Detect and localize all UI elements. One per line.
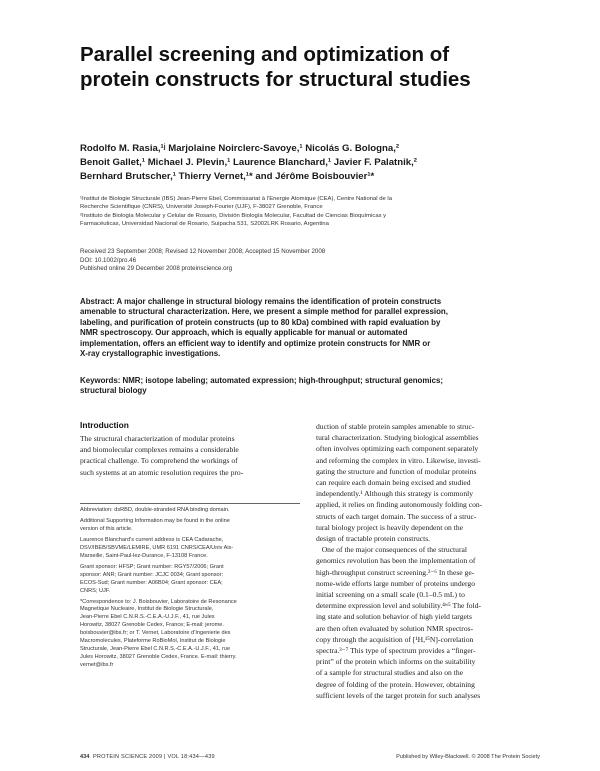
footnote-line: sponsor: ANR; Grant number: JCJC 0034; Grant sponsor:: [80, 571, 224, 578]
footnote-line: *Correspondence to: J. Boisbouvier, Laboratoire de Resonance: [80, 598, 237, 605]
keywords-line: Keywords: NMR; isotope labeling; automated expression; high-throughput; structural genomics;: [80, 376, 443, 385]
footnote-line: Additional Supporting Information may be found in the online: [80, 517, 230, 524]
publisher-line: Published by Wiley-Blackwell. © 2008 The Protein Society: [396, 754, 540, 760]
footnote-line: boisbouvier@ibs.fr; or T. Vernet, Laboratoire d’Ingenierie des: [80, 630, 231, 637]
doi[interactable]: DOI: 10.1002/pro.46: [80, 256, 137, 264]
abstract-line: X-ray crystallographic investigations.: [80, 349, 221, 359]
affiliation-line: ¹Institut de Biologie Structurale (IBS) Jean-Pierre Ebel, Commissariat à l’Energie Atomique (CEA), Centre National de la: [80, 196, 393, 202]
footnote-line: Abbreviation: dsRBD, double-stranded RNA binding domain.: [80, 507, 230, 513]
author-list: [80, 142, 530, 185]
footnote-line: CNRS; UJF.: [80, 587, 111, 594]
body-line: design of tractable protein constructs.: [316, 534, 431, 544]
keywords: [80, 376, 535, 397]
article-title: [80, 42, 550, 92]
body-line: print” of the protein which informs on the suitability: [316, 657, 476, 667]
body-line: spectra.³⁻⁷ This type of spectrum provides a “finger-: [316, 646, 476, 656]
footnotes: [80, 507, 300, 670]
footnote-line: Magnetique Nucleaire, Institut de Biologie Structurale,: [80, 606, 214, 613]
footnote-line: version of this article.: [80, 525, 133, 532]
author-line: Benoit Gallet,¹ Michael J. Plevin,¹ Laurence Blanchard,¹ Javier F. Palatnik,²: [80, 157, 417, 169]
body-line: sufficient levels of the target protein for such analyses: [316, 690, 481, 700]
footnote-line: Horowitz, 38027 Grenoble Cedex, France; E-mail: jerome.: [80, 622, 224, 629]
author-line: Bernhard Brutscher,¹ Thierry Vernet,¹* and Jérôme Boisbouvier¹*: [80, 171, 375, 183]
affiliation-line: Recherche Scientifique (CNRS), Université Joseph-Fourier (UJF), F-38027 Grenoble, France: [80, 204, 323, 211]
body-line: applied, it relies on finding autonomously folding con-: [316, 500, 483, 510]
footnote-line: Grant sponsor: HFSP; Grant number: RGY57/2006; Grant: [80, 563, 224, 570]
body-line: tural biology project is heavily dependent on the: [316, 522, 463, 532]
body-line: ing state and solution behavior of high yield targets: [316, 612, 472, 622]
body-line: duction of stable protein samples amenable to struc-: [316, 422, 475, 431]
abstract: [80, 297, 535, 359]
body-line: practical challenge. To comprehend the workings of: [80, 456, 238, 466]
body-line: independently.¹ Although this strategy is commonly: [316, 489, 474, 499]
title-line: protein constructs for structural studies: [80, 68, 471, 91]
footnote-divider: [80, 503, 300, 504]
body-line: and reforming the complex in vitro. Likewise, investi-: [316, 455, 481, 465]
footnote-line: Jean-Pierre Ebel C.N.R.S.-C.E.A.-U.J.F., 41, rue Jules: [80, 614, 215, 621]
body-line: structs of each target domain. The success of a struc-: [316, 511, 477, 521]
body-line: gating the structure and function of modular proteins: [316, 466, 477, 476]
affiliation-line: Farmacéuticas, Universidad Nacional de Rosario, Suipacha 531, S2002LRK Rosario, Argentina: [80, 220, 329, 227]
body-line: high-throughput construct screening.²⁻⁶ In these ge-: [316, 567, 475, 577]
body-line: copy through the acquisition of [¹H,¹⁵N]-correlation: [316, 634, 474, 644]
page-number: 434: [80, 754, 90, 760]
body-line: initial screening on a small scale (0.1–0.5 mL) to: [316, 590, 465, 600]
abstract-line: labeling, and purification of protein constructs (up to 80 kDa) combined with rapid evaluation by: [80, 317, 441, 327]
received-dates: Received 23 September 2008; Revised 12 November 2008; Accepted 15 November 2008: [80, 248, 326, 255]
body-line: The structural characterization of modular proteins: [80, 434, 235, 443]
footnote-line: ECOS-Sud; Grant number: A06B04; Grant sponsor: CEA;: [80, 579, 223, 586]
publication-history: [80, 248, 530, 274]
body-line: and biomolecular complexes remains a considerable: [80, 445, 239, 455]
body-line: of a sample for structural studies and also on the: [316, 668, 463, 678]
section-heading-introduction: Introduction: [80, 420, 129, 430]
body-line: are then often evaluated by solution NMR spectros-: [316, 623, 474, 633]
right-column-text: [316, 421, 541, 701]
footnote-line: DSV/IBEB/SBVME/LEMIRE, UMR 6191 CNRS/CEA/Univ Aix-: [80, 544, 234, 551]
body-line: genomics revolution has been the implementation of: [316, 556, 476, 566]
abstract-line: Abstract: A major challenge in structural biology remains the identification of protein constructs: [80, 297, 442, 306]
affiliation-line: ²Instituto de Biología Molecular y Celular de Rosario, División Biología Molecular, Facultad de Ciencias Bioquímicas y: [80, 212, 387, 219]
author-line: Rodolfo M. Rasia,¹ʲ Marjolaine Noirclerc-Savoye,¹ Nicolás G. Bologna,²: [80, 143, 400, 154]
published-online: Published online 29 December 2008 proteinscience.org: [80, 265, 233, 273]
footnote-line: vernet@ibs.fr: [80, 662, 114, 669]
footnote-line: Structurale, Jean-Pierre Ebel C.N.R.S.-C.E.A.-U.J.F., 41, rue: [80, 646, 231, 653]
journal-citation: PROTEIN SCIENCE 2009 | VOL 18:434—439: [93, 754, 215, 760]
footnote-line: Macromolecules, Plateforme RoBioMol, Institut de Biologie: [80, 638, 226, 645]
body-line: tural characterization. Studying biological assemblies: [316, 433, 479, 443]
footnote-line: Jules Horowitz, 38027 Grenoble Cedex, France. E-mail: thierry.: [80, 654, 237, 661]
footnote-line: Laurence Blanchard’s current address is CEA Cadarache,: [80, 536, 224, 543]
introduction-text: [80, 433, 300, 478]
abstract-line: amenable to structural characterization. Here, we present a simple method for parallel expression,: [80, 307, 448, 317]
body-line: degree of folding of the protein. However, obtaining: [316, 679, 475, 689]
affiliations: [80, 195, 530, 228]
title-line: Parallel screening and optimization of: [80, 43, 450, 66]
body-line: such systems at an atomic resolution requires the pro-: [80, 467, 244, 477]
keywords-line: structural biology: [80, 386, 147, 396]
body-line: nome-wide efforts large number of proteins undergo: [316, 578, 476, 588]
body-line: often involves optimizing each component separately: [316, 444, 479, 454]
footnote-line: Marseille, Saint-Paul-lez-Durance, F-13108 France.: [80, 552, 208, 559]
body-line: determine expression level and solubility.⁴ʷ⁵ The fold-: [316, 601, 482, 611]
abstract-line: implementation, offers an efficient way to identify and optimize protein constructs for NMR or: [80, 338, 431, 348]
body-line: One of the major consequences of the structural: [316, 545, 467, 555]
body-line: can require each domain being excised and studied: [316, 478, 471, 488]
abstract-line: NMR spectroscopy. Our approach, which is equally applicable for manual or automated: [80, 328, 408, 338]
